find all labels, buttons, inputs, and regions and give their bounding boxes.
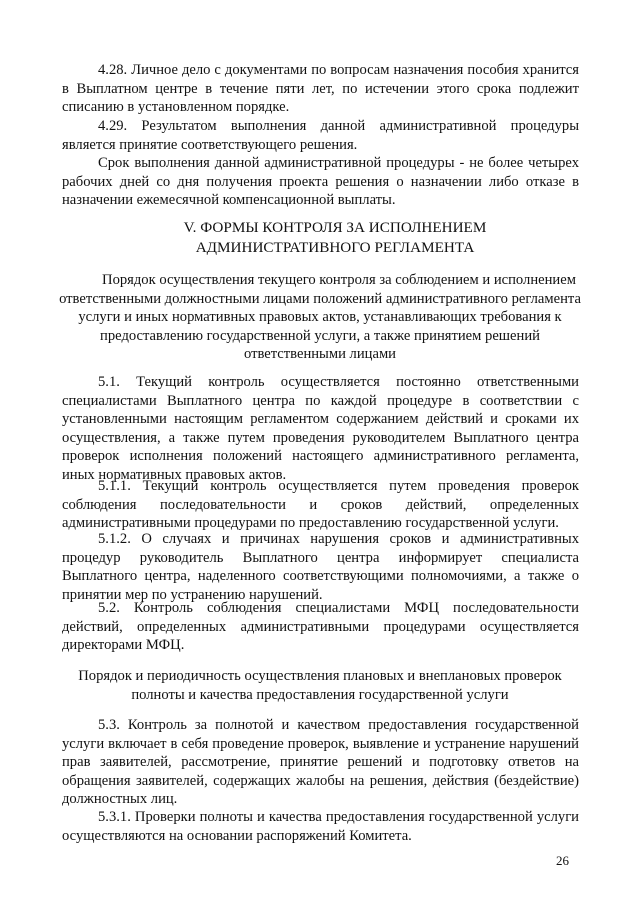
subheading-inspections: Порядок и периодичность осуществления плановых и внеплановых проверок полноты и качества предоставления государственной услуги	[78, 668, 562, 703]
page-number: 26	[556, 853, 569, 868]
subheading-current-control: Порядок осуществления текущего контроля за соблюдением и исполнением ответственными должностными лицами положений административного регламента услуги и иных нормативных правовых актов, устанавливающих требования к предоставлению государственной услуги, а также принятием решений ответственными лицами	[59, 272, 581, 363]
paragraph-5-3: 5.3. Контроль за полнотой и качеством предоставления государственной услуги включает в себя проведение проверок, выявление и устранение нарушений прав заявителей, рассмотрение, принятие решений и подготовку ответов на обращения заявителей, содержащих жалобы на решения, действия (бездействие) должностных лиц.	[62, 717, 579, 808]
paragraph-4-29: 4.29. Результатом выполнения данной административной процедуры является принятие соответствующего решения.	[62, 118, 579, 153]
paragraph-5-1-2: 5.1.2. О случаях и причинах нарушения сроков и административных процедур руководитель Выплатного центра информирует специалиста Выплатного центра, наделенного соответствующими полномочиями, а также о принятии мер по устранению нарушений.	[62, 531, 579, 603]
paragraph-5-1-1: 5.1.1. Текущий контроль осуществляется путем проведения проверок соблюдения последовательности и сроков действий, определенных административными процедурами по предоставлению государственной услуги.	[62, 478, 579, 532]
section-heading-line-2: АДМИНИСТРАТИВНОГО РЕГЛАМЕНТА	[195, 239, 475, 256]
section-heading	[150, 218, 520, 258]
paragraph-5-3-1: 5.3.1. Проверки полноты и качества предоставления государственной услуги осуществляются на основании распоряжений Комитета.	[62, 809, 579, 844]
paragraph-5-1: 5.1. Текущий контроль осуществляется постоянно ответственными специалистами Выплатного центра по каждой процедуре в соответствии с установленными настоящим регламентом содержанием действий и сроками их осуществления, а также путем проведения руководителем Выплатного центра проверок исполнения положений настоящего административного регламента, иных нормативных правовых актов.	[62, 374, 579, 483]
section-heading-line-1: V. ФОРМЫ КОНТРОЛЯ ЗА ИСПОЛНЕНИЕМ	[183, 219, 487, 236]
paragraph-4-28: 4.28. Личное дело с документами по вопросам назначения пособия хранится в Выплатном центре в течение пяти лет, по истечении этого срока подлежит списанию в установленном порядке.	[62, 62, 579, 116]
paragraph-5-2: 5.2. Контроль соблюдения специалистами МФЦ последовательности действий, определенных административными процедурами осуществляется директорами МФЦ.	[62, 600, 579, 654]
paragraph-term: Срок выполнения данной административной процедуры - не более четырех рабочих дней со дня получения проекта решения о назначении либо отказе в назначении ежемесячной компенсационной выплаты.	[62, 155, 579, 209]
